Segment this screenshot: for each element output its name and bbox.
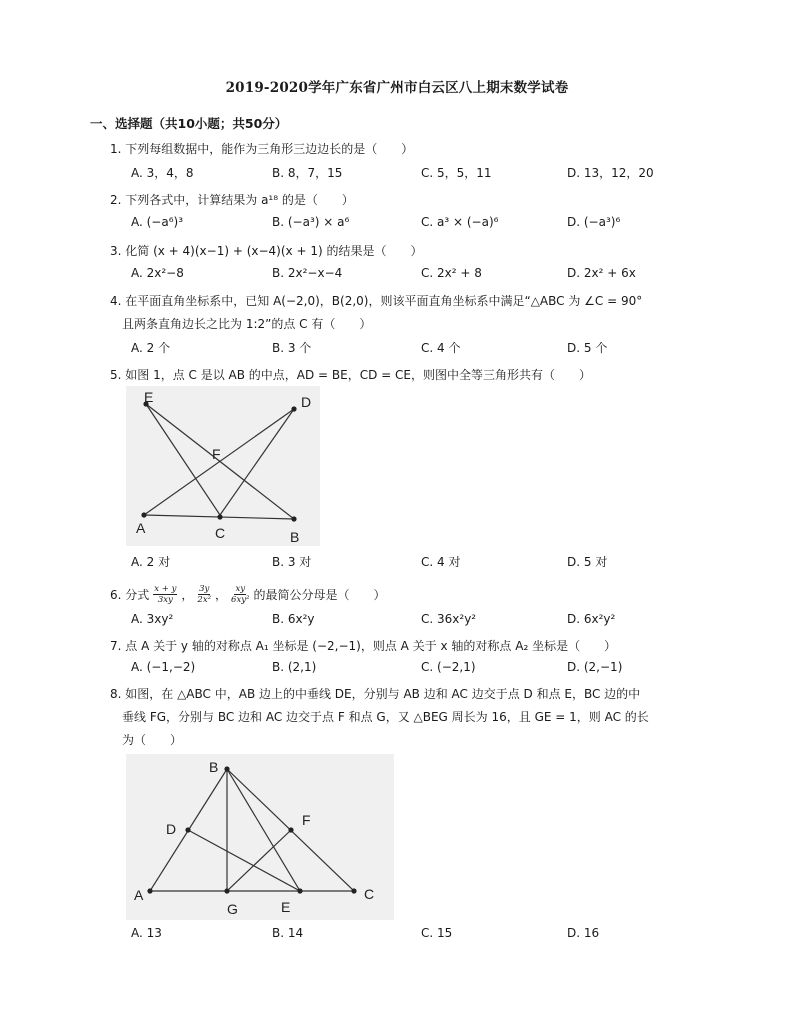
q1-option-b: B. 8，7，15 (272, 166, 343, 180)
q4-option-a: A. 2 个 (131, 341, 171, 355)
q4-option-d: D. 5 个 (567, 341, 608, 355)
page-title: 2019-2020学年广东省广州市白云区八上期末数学试卷 (225, 80, 569, 96)
fig1-label-f: F (212, 446, 221, 462)
q7-option-d: D. (2,−1) (567, 660, 623, 674)
question-8-stem-line2: 垂线 FG，分别与 BC 边和 AC 边交于点 F 和点 G，又 △BEG 周长为 16，且 GE = 1，则 AC 的长 (122, 710, 649, 724)
q6-stem-suffix: 的最简公分母是（ ） (253, 587, 386, 602)
q8-option-b: B. 14 (272, 926, 304, 940)
q5-option-b: B. 3 对 (272, 555, 312, 569)
q6-fraction-2 (197, 584, 211, 605)
fig2-label-d: D (166, 821, 177, 837)
q3-option-a: A. 2x²−8 (131, 266, 184, 280)
question-1-stem: 1. 下列每组数据中，能作为三角形三边边长的是（ ） (110, 142, 414, 156)
figure-2-diagram (126, 754, 394, 920)
question-4-stem-line1: 4. 在平面直角坐标系中，已知 A(−2,0)，B(2,0)，则该平面直角坐标系中满足“△ABC 为 ∠C = 90° (110, 294, 643, 308)
q6-option-d: D. 6x²y² (567, 612, 616, 626)
q2-option-a: A. (−a⁶)³ (131, 215, 184, 229)
question-4-stem-line2: 且两条直角边长之比为 1:2”的点 C 有（ ） (122, 317, 372, 331)
q6-fraction-1-den: 3xy (157, 595, 173, 605)
fig1-label-c: C (215, 525, 226, 541)
q8-option-d: D. 16 (567, 926, 600, 940)
fig1-label-e: E (144, 389, 154, 405)
q3-option-b: B. 2x²−x−4 (272, 266, 343, 280)
q6-fraction-1-num: x + y (154, 584, 177, 594)
question-6-stem: 6. 分式 $\frac{x + y}{3xy}$ ， $\frac{3y}{\text{2x²}}$ ， $\frac{xy}{\text{6xy²}}$ 的最简公分母是（ ） (110, 584, 386, 605)
q6-fraction-3-den: 6xy² (231, 595, 250, 605)
fig1-label-b: B (290, 529, 300, 545)
q1-option-d: D. 13，12，20 (567, 166, 654, 180)
q4-option-c: C. 4 个 (421, 341, 461, 355)
fig2-label-g: G (227, 901, 238, 917)
fig2-label-e: E (281, 899, 291, 915)
q6-stem-prefix: 6. 分式 (110, 587, 150, 602)
fig2-label-b: B (209, 759, 219, 775)
fig2-label-f: F (302, 812, 311, 828)
q6-option-c: C. 36x²y² (421, 612, 477, 626)
q6-fraction-2-den: 2x² (197, 595, 212, 605)
question-5-stem: 5. 如图 1，点 C 是以 AB 的中点，AD = BE，CD = CE，则图中全等三角形共有（ ） (110, 368, 592, 382)
q6-fraction-3 (231, 584, 249, 605)
q8-option-c: C. 15 (421, 926, 453, 940)
q7-option-c: C. (−2,1) (421, 660, 476, 674)
q1-option-c: C. 5，5，11 (421, 166, 492, 180)
q5-option-c: C. 4 对 (421, 555, 461, 569)
question-7-stem: 7. 点 A 关于 y 轴的对称点 A₁ 坐标是 (−2,−1)，则点 A 关于 x 轴的对称点 A₂ 坐标是（ ） (110, 639, 617, 653)
q2-option-d: D. (−a³)⁶ (567, 215, 621, 229)
q7-option-b: B. (2,1) (272, 660, 317, 674)
q4-option-b: B. 3 个 (272, 341, 312, 355)
question-8-stem-line3: 为（ ） (122, 733, 183, 747)
q5-option-a: A. 2 对 (131, 555, 171, 569)
q2-option-b: B. (−a³) × a⁶ (272, 215, 350, 229)
q6-fraction-1 (153, 584, 177, 605)
q6-fraction-2-num: 3y (199, 584, 210, 594)
fig1-label-d: D (301, 394, 312, 410)
question-3-stem: 3. 化简 (x + 4)(x−1) + (x−4)(x + 1) 的结果是（ ） (110, 244, 423, 258)
q3-option-c: C. 2x² + 8 (421, 266, 482, 280)
q6-option-a: A. 3xy² (131, 612, 174, 626)
section-heading: 一、选择题（共10小题；共50分） (90, 116, 288, 131)
q6-fraction-3-num: xy (235, 584, 246, 594)
question-2-stem: 2. 下列各式中，计算结果为 a¹⁸ 的是（ ） (110, 193, 354, 207)
fig2-label-a: A (134, 887, 144, 903)
q6-option-b: B. 6x²y (272, 612, 315, 626)
q2-option-c: C. a³ × (−a)⁶ (421, 215, 499, 229)
q5-option-d: D. 5 对 (567, 555, 608, 569)
q1-option-a: A. 3，4，8 (131, 166, 194, 180)
figure-1-diagram (126, 386, 320, 546)
q8-option-a: A. 13 (131, 926, 162, 940)
question-8-stem-line1: 8. 如图，在 △ABC 中，AB 边上的中垂线 DE，分别与 AB 边和 AC 边交于点 D 和点 E，BC 边的中 (110, 687, 641, 701)
q3-option-d: D. 2x² + 6x (567, 266, 636, 280)
q7-option-a: A. (−1,−2) (131, 660, 196, 674)
fig1-label-a: A (136, 520, 146, 536)
fig2-label-c: C (364, 886, 375, 902)
